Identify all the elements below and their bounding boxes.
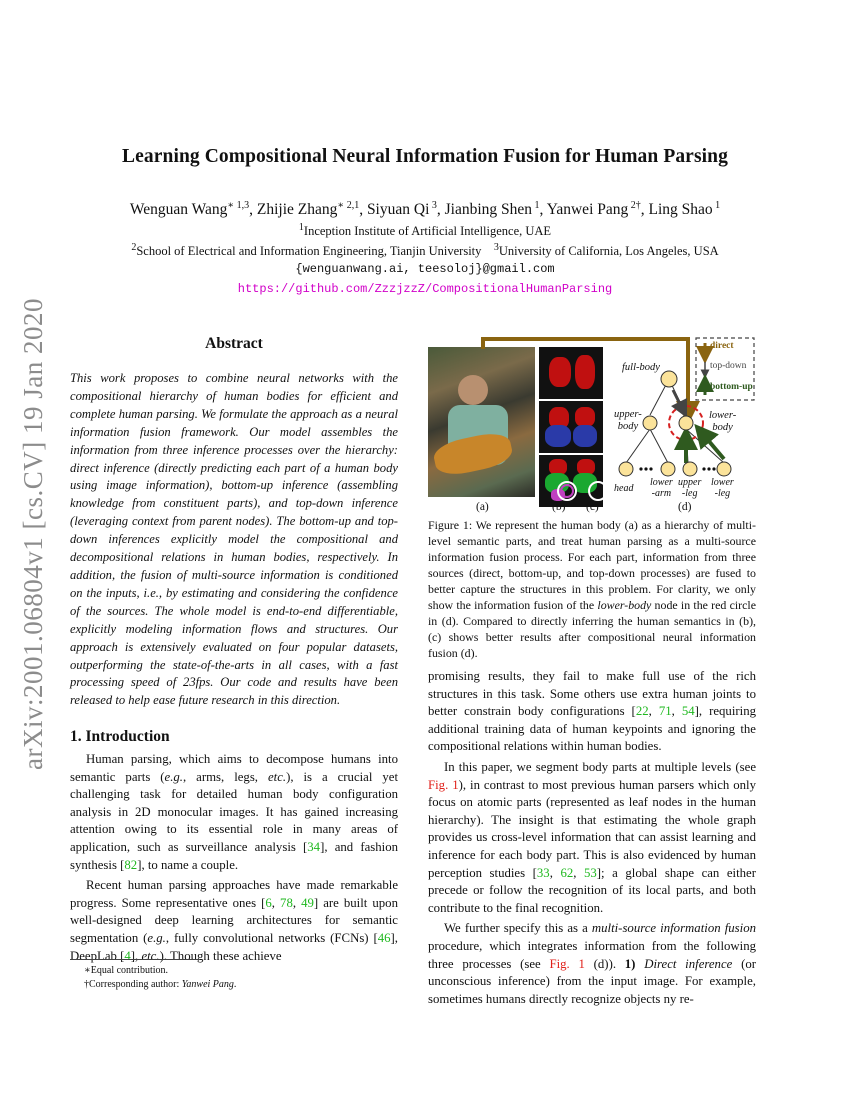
paper-title: Learning Compositional Neural Information Fusion for Human Parsing: [122, 146, 728, 167]
citation-link[interactable]: 22: [635, 704, 649, 719]
author-list: Wenguan Wang$^{∗ 1,3}$, Zhijie Zhang$^{∗ 2,1}$, Siyuan Qi $^3$, Jianbing Shen $^1$, Yanwei Pang $^{2\dagger}$, Ling Shao $^1$: [129, 200, 721, 219]
footnote-corresponding: †Corresponding author: Yanwei Pang.: [84, 979, 237, 990]
legend-direct-label: direct: [710, 341, 734, 351]
intro-body: [70, 751, 398, 965]
node-lower-body: [679, 416, 693, 430]
intro-paragraph-1: Human parsing, which aims to decompose humans into semantic parts (e.g., arms, legs, etc.), is a crucial yet challenging task for detailed human body configuration analysis in 2D monocular images. It has gained increasing attention owing to its essential role in many areas of application, such as surveillance analysis [34], and fashion synthesis [82], to name a couple.: [70, 752, 399, 872]
author-name: Siyuan Qi: [366, 201, 430, 219]
citation-link[interactable]: 82: [124, 857, 138, 872]
intro-paragraph-2: Recent human parsing approaches have made remarkable progress. Some representative ones [6, 78, 49] are built upon well-designed deep learning architectures for semantic segmentation (e.g., fully convolutional networks (FCNs) [46], DeepLab [4], etc.). Though these achieve: [70, 878, 398, 963]
abstract-text: This work proposes to combine neural networks with the compositional hierarchy of human bodies for efficient and complete human parsing. We formulate the approach as a neural information fusion framework. Our model assembles the information from three inference processes over the hierarchy: direct inference (directly predicting each part of a human body using image information), bottom-up inference (assembling knowledge from constituent parts), and top-down inference (leveraging context from parent nodes). The bottom-up and top-down inferences explicitly model the compositional and decompositional relations in human bodies, respectively. In addition, the fusion of multi-source information is conditioned on the inputs, i.e., by estimating and considering the confidence of the sources. The whole model is end-to-end differentiable, explicitly modeling information flows and structures. Our approach is extensively evaluated on four popular datasets, outperforming the state-of-the-arts in all cases, with a fast processing speed of 23fps. Our code and results have been released to help ease future research in this direction.: [70, 371, 398, 708]
citation-link[interactable]: 62: [560, 865, 574, 880]
subfigure-label-c: (c): [586, 501, 599, 513]
figure-1-caption: Figure 1: We represent the human body (a) as a hierarchy of multi-level semantic parts, and treat human parsing as a multi-source information fusion process. For each part, information from three sources (direct, bottom-up, and top-down processes) are fused to better capture the structures in this problem. For clarity, we only show the information fusion of the lower-body node in the red circle in (d). Compared to directly inferring the human semantics in (b), (c) shows better results after compositional neural information fusion (d).: [428, 518, 756, 660]
affil-sup: 3: [493, 242, 499, 253]
right-paragraph-2: In this paper, we segment body parts at multiple levels (see Fig. 1), in contrast to most previous human parsers which only focus on atomic parts (represented as leaf nodes in the human hierarchy). The insight is that estimating the whole graph provides us cross-level information that can assist learning and inference for each body part. This is also evidenced by human perception studies [33, 62, 53]; a global shape can either precede or follow the recognition of its local parts, and both contribute to the final recognition.: [428, 759, 757, 915]
affiliation-2: [0, 242, 850, 259]
affil-text: School of Electrical and Information Engineering, Tianjin University: [136, 244, 482, 259]
citation-link[interactable]: 46: [377, 930, 391, 945]
citation-link[interactable]: 54: [681, 704, 695, 719]
node-head: [619, 462, 633, 476]
citation-link[interactable]: 71: [658, 704, 672, 719]
seg-highlight-circle: [589, 482, 607, 500]
subfigure-label-d: (d): [678, 501, 692, 513]
node-lower-leg: [717, 462, 731, 476]
affil-text: Inception Institute of Artificial Intelligence, UAE: [303, 224, 552, 239]
citation-link[interactable]: 53: [584, 865, 597, 880]
node-label-head: head: [614, 483, 634, 494]
author-sup: 3: [429, 200, 437, 211]
affil-text: University of California, Los Angeles, USA: [498, 244, 719, 259]
author-name: Wenguan Wang: [129, 201, 228, 219]
affiliation-1: [0, 222, 850, 239]
right-paragraph-1: promising results, they fail to make full use of the rich structures in this task. Some others use extra human joints to better constrain body configurations [22, 71, 54], requiring additional training data of human keypoints and ignoring the compositional relations within human bodies.: [428, 669, 756, 754]
email-line: {wenguanwang.ai, teesoloj}@gmail.com: [295, 262, 555, 276]
figure-ref-link[interactable]: Fig. 1: [428, 777, 459, 792]
arxiv-stamp: arXiv:2001.06804v1 [cs.CV] 19 Jan 2020: [18, 298, 48, 770]
top-down-arrow: [673, 390, 683, 410]
node-lower-arm: [661, 462, 675, 476]
author-sup: ∗ 1,3: [227, 200, 250, 211]
subfigure-label-a: (a): [476, 501, 489, 513]
author-sup: 2†: [628, 200, 641, 211]
citation-link[interactable]: 78: [280, 895, 293, 910]
author-name: Ling Shao: [648, 201, 713, 219]
node-full-body: [661, 371, 677, 387]
citation-link[interactable]: 4: [124, 948, 131, 963]
legend-bottomup-label: bottom-up: [710, 382, 753, 392]
intro-heading: 1. Introduction: [70, 728, 170, 745]
citation-link[interactable]: 33: [536, 865, 550, 880]
node-label-upper-body: upper- body: [614, 409, 642, 432]
subfigure-label-b: (b): [552, 501, 566, 513]
node-label-lower-arm: lower -arm: [650, 477, 673, 499]
node-label-upper-leg: upper -leg: [678, 477, 702, 499]
footnote-equal: ∗Equal contribution.: [84, 965, 169, 976]
author-sup: 1: [712, 200, 721, 211]
figure-ref-link[interactable]: Fig. 1: [549, 956, 585, 971]
seg-highlight-circle: [561, 485, 573, 497]
author-name: Zhijie Zhang: [256, 201, 338, 219]
right-paragraph-3: We further specify this as a multi-source information fusion procedure, which integrates information from the following three processes (see Fig. 1 (d)). 1) Direct inference (or unconscious inference) from the input image. For example, sometimes humans directly recognize objects ny re-: [428, 921, 757, 1006]
author-name: Yanwei Pang: [546, 201, 629, 219]
affil-sup: 1: [298, 222, 304, 233]
github-link[interactable]: https://github.com/ZzzjzzZ/CompositionalHumanParsing: [237, 282, 613, 296]
author-sup: ∗ 2,1: [337, 200, 360, 211]
node-label-lower-leg: lower -leg: [711, 477, 734, 499]
author-name: Jianbing Shen: [444, 201, 533, 219]
figure-1: [428, 335, 758, 513]
author-sup: 1: [532, 200, 540, 211]
abstract-heading: Abstract: [205, 335, 263, 352]
citation-link[interactable]: 34: [307, 839, 321, 854]
node-upper-leg: [683, 462, 697, 476]
footnote-rule: [70, 959, 200, 960]
affil-sup: 2: [131, 242, 137, 253]
right-column-body: [428, 668, 756, 1008]
node-upper-body: [643, 416, 657, 430]
legend-topdown-label: top-down: [710, 361, 747, 371]
citation-link[interactable]: 6: [265, 895, 272, 910]
node-label-full-body: full-body: [622, 362, 660, 373]
node-label-lower-body: lower- body: [709, 410, 737, 433]
citation-link[interactable]: 49: [301, 895, 314, 910]
